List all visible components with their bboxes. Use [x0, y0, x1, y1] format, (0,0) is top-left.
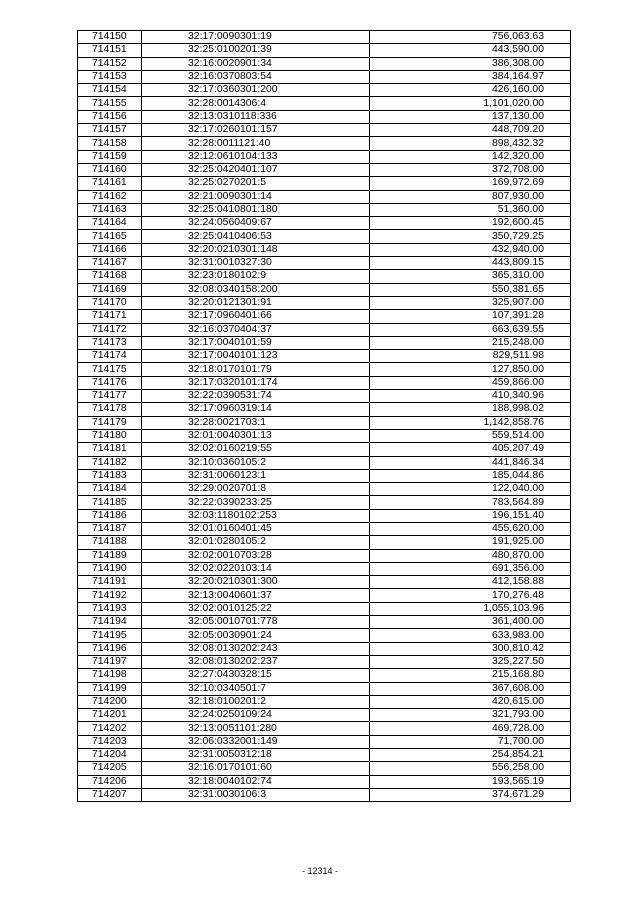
row-number-cell: 714175 [78, 363, 142, 376]
row-number-cell: 714193 [78, 602, 142, 615]
table-row [78, 602, 571, 615]
table-row [78, 749, 571, 762]
cadastral-number-cell: 32:20:0210301:300 [142, 576, 370, 589]
cadastral-number-cell: 32:17:0960319:14 [142, 403, 370, 416]
row-number-cell: 714171 [78, 310, 142, 323]
table-row [78, 788, 571, 801]
cadastral-number-cell: 32:31:0030106:3 [142, 788, 370, 801]
row-number-cell: 714169 [78, 283, 142, 296]
cadastral-number-cell: 32:27:0430328:15 [142, 669, 370, 682]
cadastral-number-cell: 32:31:0010327:30 [142, 257, 370, 270]
row-number-cell: 714170 [78, 296, 142, 309]
row-number-cell: 714194 [78, 616, 142, 629]
table-row [78, 416, 571, 429]
row-number-cell: 714203 [78, 735, 142, 748]
amount-cell: 443,809.15 [370, 257, 571, 270]
row-number-cell: 714184 [78, 483, 142, 496]
amount-cell: 898,432.32 [370, 137, 571, 150]
row-number-cell: 714206 [78, 775, 142, 788]
row-number-cell: 714153 [78, 70, 142, 83]
row-number-cell: 714188 [78, 536, 142, 549]
row-number-cell: 714202 [78, 722, 142, 735]
row-number-cell: 714166 [78, 243, 142, 256]
row-number-cell: 714190 [78, 562, 142, 575]
row-number-cell: 714187 [78, 522, 142, 535]
row-number-cell: 714152 [78, 57, 142, 70]
table-row [78, 549, 571, 562]
row-number-cell: 714158 [78, 137, 142, 150]
table-body [78, 31, 571, 802]
table-row [78, 642, 571, 655]
cadastral-number-cell: 32:16:0020901:34 [142, 57, 370, 70]
row-number-cell: 714198 [78, 669, 142, 682]
cadastral-number-cell: 32:13:0040601:37 [142, 589, 370, 602]
row-number-cell: 714201 [78, 709, 142, 722]
row-number-cell: 714177 [78, 390, 142, 403]
cadastral-number-cell: 32:22:0390233:25 [142, 496, 370, 509]
amount-cell: 469,728.00 [370, 722, 571, 735]
amount-cell: 191,925.00 [370, 536, 571, 549]
amount-cell: 441,846.34 [370, 456, 571, 469]
amount-cell: 1,055,103.96 [370, 602, 571, 615]
table-row [78, 44, 571, 57]
cadastral-number-cell: 32:28:0014306:4 [142, 97, 370, 110]
amount-cell: 550,381.65 [370, 283, 571, 296]
amount-cell: 455,620.00 [370, 522, 571, 535]
row-number-cell: 714199 [78, 682, 142, 695]
row-number-cell: 714173 [78, 336, 142, 349]
amount-cell: 384,164.97 [370, 70, 571, 83]
table-row [78, 496, 571, 509]
amount-cell: 321,793.00 [370, 709, 571, 722]
cadastral-number-cell: 32:10:0360105:2 [142, 456, 370, 469]
amount-cell: 1,142,858.76 [370, 416, 571, 429]
amount-cell: 386,308.00 [370, 57, 571, 70]
cadastral-number-cell: 32:13:0310118:336 [142, 110, 370, 123]
amount-cell: 756,063.63 [370, 31, 571, 44]
amount-cell: 215,248.00 [370, 336, 571, 349]
table-row [78, 483, 571, 496]
table-row [78, 296, 571, 309]
table-row [78, 522, 571, 535]
data-table [77, 30, 571, 802]
cadastral-number-cell: 32:02:0160219:55 [142, 443, 370, 456]
amount-cell: 412,158.88 [370, 576, 571, 589]
cadastral-number-cell: 32:08:0130202:237 [142, 655, 370, 668]
row-number-cell: 714200 [78, 695, 142, 708]
table-row [78, 350, 571, 363]
cadastral-number-cell: 32:17:0960401:66 [142, 310, 370, 323]
row-number-cell: 714191 [78, 576, 142, 589]
row-number-cell: 714167 [78, 257, 142, 270]
cadastral-number-cell: 32:16:0170101:60 [142, 762, 370, 775]
amount-cell: 372,708.00 [370, 163, 571, 176]
table-row [78, 137, 571, 150]
table-row [78, 163, 571, 176]
amount-cell: 367,608.00 [370, 682, 571, 695]
row-number-cell: 714181 [78, 443, 142, 456]
amount-cell: 142,320.00 [370, 150, 571, 163]
cadastral-number-cell: 32:24:0560409:67 [142, 217, 370, 230]
cadastral-number-cell: 32:02:0010703:28 [142, 549, 370, 562]
table-row [78, 376, 571, 389]
row-number-cell: 714176 [78, 376, 142, 389]
row-number-cell: 714156 [78, 110, 142, 123]
amount-cell: 188,998.02 [370, 403, 571, 416]
cadastral-number-cell: 32:20:0121301:91 [142, 296, 370, 309]
cadastral-number-cell: 32:17:0320101:174 [142, 376, 370, 389]
row-number-cell: 714189 [78, 549, 142, 562]
cadastral-number-cell: 32:01:0040301:13 [142, 429, 370, 442]
table-row [78, 589, 571, 602]
row-number-cell: 714178 [78, 403, 142, 416]
amount-cell: 807,930.00 [370, 190, 571, 203]
table-row [78, 576, 571, 589]
table-row [78, 84, 571, 97]
cadastral-number-cell: 32:17:0360301:200 [142, 84, 370, 97]
cadastral-number-cell: 32:08:0130202:243 [142, 642, 370, 655]
table-row [78, 669, 571, 682]
cadastral-number-cell: 32:18:0100201:2 [142, 695, 370, 708]
amount-cell: 325,227.50 [370, 655, 571, 668]
cadastral-number-cell: 32:17:0040101:123 [142, 350, 370, 363]
amount-cell: 829,511.98 [370, 350, 571, 363]
row-number-cell: 714160 [78, 163, 142, 176]
table-row [78, 283, 571, 296]
cadastral-number-cell: 32:01:0160401:45 [142, 522, 370, 535]
amount-cell: 459,866.00 [370, 376, 571, 389]
table-row [78, 429, 571, 442]
amount-cell: 365,310.00 [370, 270, 571, 283]
table-row [78, 203, 571, 216]
row-number-cell: 714162 [78, 190, 142, 203]
cadastral-number-cell: 32:06:0332001:149 [142, 735, 370, 748]
cadastral-number-cell: 32:25:0420401:107 [142, 163, 370, 176]
cadastral-number-cell: 32:20:0210301:148 [142, 243, 370, 256]
amount-cell: 325,907.00 [370, 296, 571, 309]
cadastral-number-cell: 32:28:0011121:40 [142, 137, 370, 150]
amount-cell: 443,590.00 [370, 44, 571, 57]
table-row [78, 469, 571, 482]
row-number-cell: 714151 [78, 44, 142, 57]
amount-cell: 192,600.45 [370, 217, 571, 230]
table-row [78, 230, 571, 243]
row-number-cell: 714192 [78, 589, 142, 602]
amount-cell: 783,564.89 [370, 496, 571, 509]
page-number: - 12314 - [301, 866, 339, 876]
table-row [78, 403, 571, 416]
table-row [78, 456, 571, 469]
table-row [78, 124, 571, 137]
table-row [78, 762, 571, 775]
table-row [78, 775, 571, 788]
row-number-cell: 714179 [78, 416, 142, 429]
cadastral-number-cell: 32:16:0370404:37 [142, 323, 370, 336]
amount-cell: 127,850.00 [370, 363, 571, 376]
cadastral-number-cell: 32:05:0010701:778 [142, 616, 370, 629]
row-number-cell: 714150 [78, 31, 142, 44]
row-number-cell: 714207 [78, 788, 142, 801]
amount-cell: 169,972.69 [370, 177, 571, 190]
table-row [78, 443, 571, 456]
table-row [78, 150, 571, 163]
row-number-cell: 714205 [78, 762, 142, 775]
amount-cell: 410,340.96 [370, 390, 571, 403]
table-row [78, 31, 571, 44]
cadastral-number-cell: 32:02:0010125:22 [142, 602, 370, 615]
row-number-cell: 714182 [78, 456, 142, 469]
amount-cell: 556,258.00 [370, 762, 571, 775]
cadastral-number-cell: 32:05:0030901:24 [142, 629, 370, 642]
cadastral-number-cell: 32:21:0090301:14 [142, 190, 370, 203]
row-number-cell: 714204 [78, 749, 142, 762]
amount-cell: 107,391.28 [370, 310, 571, 323]
amount-cell: 480,870.00 [370, 549, 571, 562]
amount-cell: 122,040.00 [370, 483, 571, 496]
row-number-cell: 714197 [78, 655, 142, 668]
table-row [78, 177, 571, 190]
amount-cell: 185,044.86 [370, 469, 571, 482]
amount-cell: 663,639.55 [370, 323, 571, 336]
table-row [78, 243, 571, 256]
table-row [78, 323, 571, 336]
amount-cell: 137,130.00 [370, 110, 571, 123]
table-row [78, 735, 571, 748]
cadastral-number-cell: 32:29:0020701:8 [142, 483, 370, 496]
amount-cell: 196,151.40 [370, 509, 571, 522]
row-number-cell: 714161 [78, 177, 142, 190]
table-row [78, 682, 571, 695]
table-row [78, 629, 571, 642]
amount-cell: 254,854.21 [370, 749, 571, 762]
cadastral-number-cell: 32:12:0610104:133 [142, 150, 370, 163]
amount-cell: 448,709.20 [370, 124, 571, 137]
cadastral-number-cell: 32:31:0060123:1 [142, 469, 370, 482]
row-number-cell: 714165 [78, 230, 142, 243]
cadastral-number-cell: 32:25:0410801:180 [142, 203, 370, 216]
cadastral-number-cell: 32:18:0040102:74 [142, 775, 370, 788]
cadastral-number-cell: 32:13:0051101:280 [142, 722, 370, 735]
cadastral-number-cell: 32:25:0410406:53 [142, 230, 370, 243]
amount-cell: 432,940.00 [370, 243, 571, 256]
table-row [78, 110, 571, 123]
row-number-cell: 714154 [78, 84, 142, 97]
table-row [78, 270, 571, 283]
table-row [78, 655, 571, 668]
cadastral-number-cell: 32:25:0270201:5 [142, 177, 370, 190]
table-row [78, 616, 571, 629]
row-number-cell: 714159 [78, 150, 142, 163]
row-number-cell: 714164 [78, 217, 142, 230]
cadastral-number-cell: 32:23:0180102:9 [142, 270, 370, 283]
row-number-cell: 714185 [78, 496, 142, 509]
table-row [78, 217, 571, 230]
amount-cell: 361,400.00 [370, 616, 571, 629]
row-number-cell: 714172 [78, 323, 142, 336]
row-number-cell: 714157 [78, 124, 142, 137]
row-number-cell: 714183 [78, 469, 142, 482]
amount-cell: 405,207.49 [370, 443, 571, 456]
cadastral-number-cell: 32:18:0170101:79 [142, 363, 370, 376]
row-number-cell: 714180 [78, 429, 142, 442]
row-number-cell: 714195 [78, 629, 142, 642]
cadastral-number-cell: 32:28:0021703:1 [142, 416, 370, 429]
row-number-cell: 714174 [78, 350, 142, 363]
cadastral-number-cell: 32:24:0250109:24 [142, 709, 370, 722]
amount-cell: 193,565.19 [370, 775, 571, 788]
cadastral-number-cell: 32:08:0340158:200 [142, 283, 370, 296]
cadastral-number-cell: 32:02:0220103:14 [142, 562, 370, 575]
amount-cell: 691,356.00 [370, 562, 571, 575]
row-number-cell: 714168 [78, 270, 142, 283]
row-number-cell: 714186 [78, 509, 142, 522]
cadastral-number-cell: 32:31:0050312:18 [142, 749, 370, 762]
cadastral-number-cell: 32:10:0340501:7 [142, 682, 370, 695]
cadastral-number-cell: 32:22:0390531:74 [142, 390, 370, 403]
amount-cell: 350,729.25 [370, 230, 571, 243]
table-row [78, 509, 571, 522]
cadastral-number-cell: 32:01:0280105:2 [142, 536, 370, 549]
table-row [78, 363, 571, 376]
cadastral-number-cell: 32:16:0370803:54 [142, 70, 370, 83]
cadastral-number-cell: 32:17:0260101:157 [142, 124, 370, 137]
table-row [78, 536, 571, 549]
amount-cell: 633,983.00 [370, 629, 571, 642]
amount-cell: 170,276.48 [370, 589, 571, 602]
amount-cell: 1,101,020.00 [370, 97, 571, 110]
cadastral-number-cell: 32:03:1180102:253 [142, 509, 370, 522]
amount-cell: 71,700.00 [370, 735, 571, 748]
row-number-cell: 714196 [78, 642, 142, 655]
table-row [78, 390, 571, 403]
cadastral-number-cell: 32:17:0040101:59 [142, 336, 370, 349]
amount-cell: 420,615.00 [370, 695, 571, 708]
table-row [78, 257, 571, 270]
table-row [78, 190, 571, 203]
amount-cell: 215,168.80 [370, 669, 571, 682]
row-number-cell: 714163 [78, 203, 142, 216]
table-row [78, 562, 571, 575]
table-row [78, 722, 571, 735]
amount-cell: 559,514.00 [370, 429, 571, 442]
table-row [78, 310, 571, 323]
table-row [78, 70, 571, 83]
amount-cell: 426,160.00 [370, 84, 571, 97]
cadastral-number-cell: 32:17:0090301:19 [142, 31, 370, 44]
table-row [78, 709, 571, 722]
amount-cell: 300,810.42 [370, 642, 571, 655]
table-row [78, 336, 571, 349]
amount-cell: 374,671.29 [370, 788, 571, 801]
amount-cell: 51,360.00 [370, 203, 571, 216]
table-row [78, 695, 571, 708]
cadastral-number-cell: 32:25:0100201:39 [142, 44, 370, 57]
table-row [78, 97, 571, 110]
row-number-cell: 714155 [78, 97, 142, 110]
table-row [78, 57, 571, 70]
